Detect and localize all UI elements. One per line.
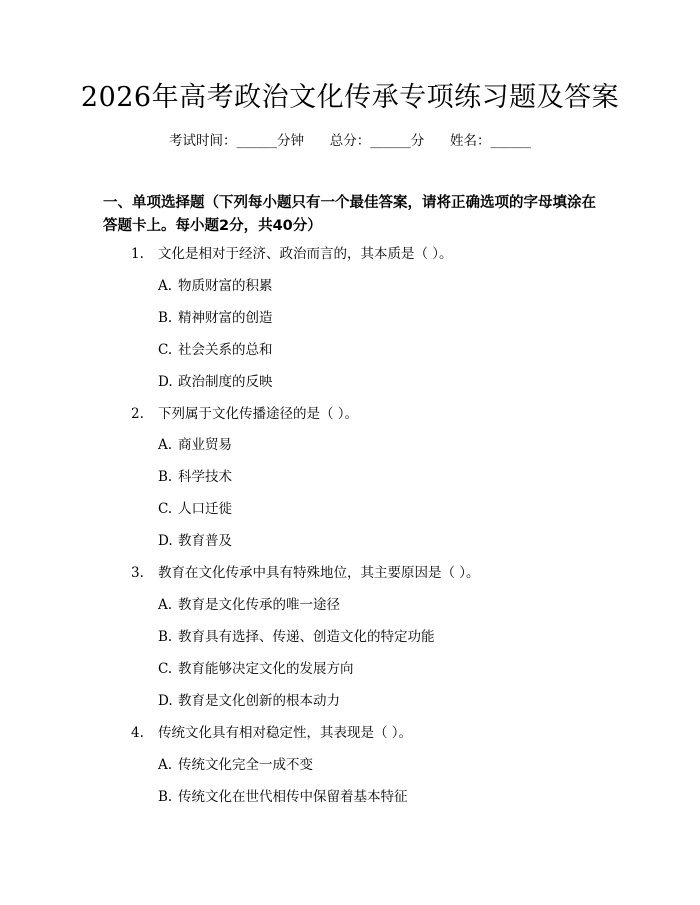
option-text: 人口迁徙 (178, 501, 232, 517)
option-text: 教育是文化创新的根本动力 (178, 693, 340, 709)
option-text: 精神财富的创造 (178, 310, 273, 326)
option-letter: A. (158, 278, 173, 294)
option-text: 教育能够决定文化的发展方向 (178, 661, 354, 677)
answer-option (158, 372, 273, 392)
answer-option (158, 787, 408, 807)
answer-option (158, 435, 232, 455)
question-number: 2. (131, 406, 144, 422)
answer-option (158, 467, 232, 487)
option-text: 社会关系的总和 (178, 342, 273, 358)
answer-option (158, 340, 273, 360)
exam-time-field: 考试时间：______分钟 (169, 133, 304, 149)
option-letter: B. (158, 629, 173, 645)
option-letter: D. (158, 533, 173, 549)
question-number: 3. (131, 565, 144, 581)
section-heading: 一、单项选择题（下列每小题只有一个最佳答案，请将正确选项的字母填涂在答题卡上。每小题2分，共40分） (103, 195, 596, 234)
answer-option (158, 531, 232, 551)
option-letter: A. (158, 437, 173, 453)
answer-option (158, 595, 340, 615)
question-item (131, 563, 480, 583)
question-text: 下列属于文化传播途径的是（ ）。 (158, 406, 359, 422)
option-letter: D. (158, 374, 173, 390)
option-text: 传统文化完全一成不变 (178, 757, 313, 773)
option-text: 政治制度的反映 (178, 374, 273, 390)
question-text: 传统文化具有相对稳定性，其表现是（ ）。 (158, 725, 413, 741)
option-letter: A. (158, 757, 173, 773)
answer-option (158, 755, 313, 775)
option-letter: D. (158, 693, 173, 709)
option-letter: C. (158, 501, 173, 517)
option-text: 科学技术 (178, 469, 232, 485)
question-number: 1. (131, 246, 144, 262)
option-letter: A. (158, 597, 173, 613)
question-text: 教育在文化传承中具有特殊地位，其主要原因是（ ）。 (158, 565, 480, 581)
option-text: 商业贸易 (178, 437, 232, 453)
question-number: 4. (131, 725, 144, 741)
option-text: 传统文化在世代相传中保留着基本特征 (178, 789, 408, 805)
question-item (131, 244, 453, 264)
question-text: 文化是相对于经济、政治而言的，其本质是（ ）。 (158, 246, 453, 262)
option-letter: B. (158, 789, 173, 805)
answer-option (158, 627, 435, 647)
answer-option (158, 659, 354, 679)
answer-option (158, 276, 273, 296)
option-letter: C. (158, 342, 173, 358)
option-text: 教育是文化传承的唯一途径 (178, 597, 340, 613)
total-score-field: 总分：______分 (329, 133, 425, 149)
option-letter: B. (158, 310, 173, 326)
exam-info-line (0, 131, 700, 151)
name-field: 姓名：______ (450, 133, 531, 149)
question-item (131, 404, 358, 424)
option-text: 教育具有选择、传递、创造文化的特定功能 (178, 629, 435, 645)
option-letter: C. (158, 661, 173, 677)
answer-option (158, 308, 273, 328)
question-item (131, 723, 412, 743)
page-title: 2026年高考政治文化传承专项练习题及答案 (80, 82, 620, 113)
option-text: 教育普及 (178, 533, 232, 549)
answer-option (158, 499, 232, 519)
option-letter: B. (158, 469, 173, 485)
answer-option (158, 691, 340, 711)
option-text: 物质财富的积累 (178, 278, 273, 294)
